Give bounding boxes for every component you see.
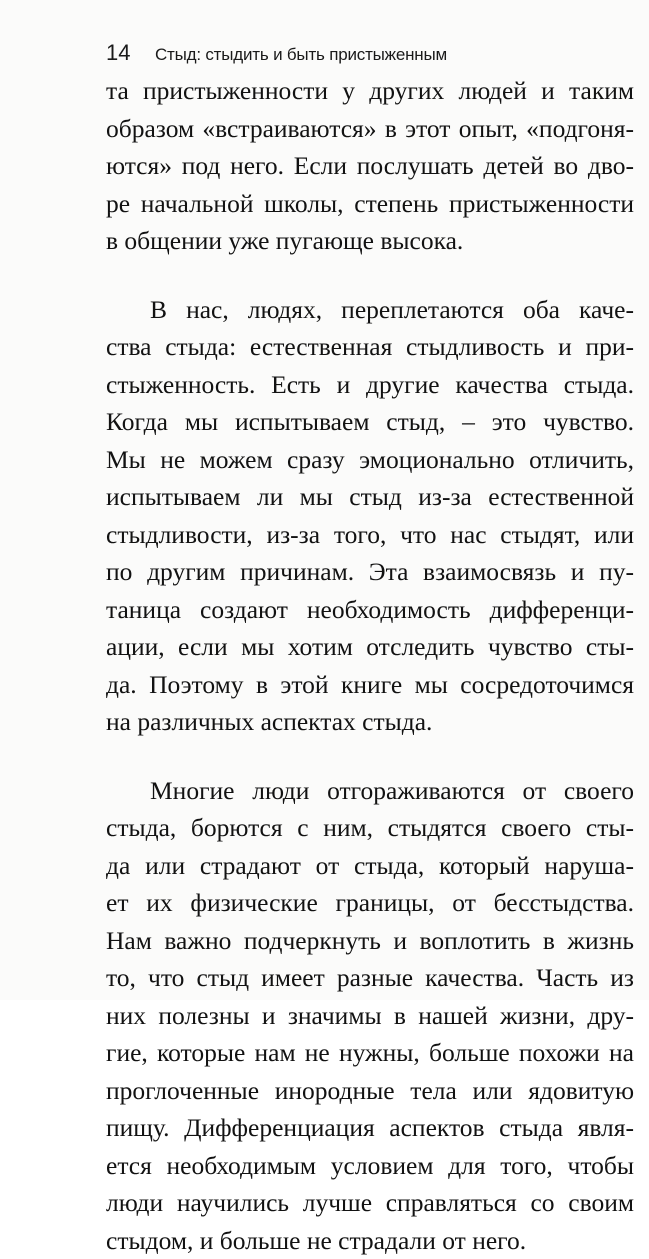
- text-line: ства стыда: естественная стыдливость и при-: [106, 328, 634, 366]
- text-line: Мы не можем сразу эмоционально отличить,: [106, 441, 634, 479]
- text-line: ются» под него. Если послушать детей во дво-: [106, 147, 634, 185]
- text-line: гие, которые нам не нужны, больше похожи на: [106, 1034, 634, 1072]
- text-line: проглоченные инородные тела или ядовитую: [106, 1072, 634, 1110]
- text-line: таница создают необходимость дифференци-: [106, 591, 634, 629]
- running-title: Стыд: стыдить и быть пристыженным: [155, 45, 447, 65]
- page-number: 14: [106, 40, 130, 66]
- text-line: стыженность. Есть и другие качества стыда.: [106, 366, 634, 404]
- text-line: испытываем ли мы стыд из-за естественной: [106, 478, 634, 516]
- running-header: [106, 40, 626, 70]
- text-line: в общении уже пугающе высока.: [106, 222, 634, 260]
- body-text: [106, 72, 634, 1259]
- text-line: да или страдают от стыда, который наруша-: [106, 847, 634, 885]
- text-line: В нас, людях, переплетаются оба каче-: [106, 291, 634, 329]
- text-line: Многие люди отгораживаются от своего: [106, 772, 634, 810]
- text-line: ре начальной школы, степень пристыженности: [106, 185, 634, 223]
- text-line: на различных аспектах стыда.: [106, 703, 634, 741]
- text-line: то, что стыд имеет разные качества. Часть из: [106, 959, 634, 997]
- text-line: Нам важно подчеркнуть и воплотить в жизнь: [106, 922, 634, 960]
- text-line: люди научились лучше справляться со своим: [106, 1184, 634, 1222]
- text-line: стыда, борются с ним, стыдятся своего сты-: [106, 809, 634, 847]
- text-line: ации, если мы хотим отследить чувство сты-: [106, 628, 634, 666]
- text-line: да. Поэтому в этой книге мы сосредоточимся: [106, 666, 634, 704]
- text-line: стыдом, и больше не страдали от него.: [106, 1222, 634, 1259]
- text-line: по другим причинам. Эта взаимосвязь и пу-: [106, 553, 634, 591]
- text-line: них полезны и значимы в нашей жизни, дру-: [106, 997, 634, 1035]
- text-line: ется необходимым условием для того, чтобы: [106, 1147, 634, 1185]
- text-line: образом «встраиваются» в этот опыт, «подгоня-: [106, 110, 634, 148]
- text-line: ет их физические границы, от бесстыдства.: [106, 884, 634, 922]
- paragraph-2: [106, 291, 634, 741]
- text-line: пищу. Дифференциация аспектов стыда явля-: [106, 1109, 634, 1147]
- text-line: Когда мы испытываем стыд, – это чувство.: [106, 403, 634, 441]
- paragraph-3: [106, 772, 634, 1259]
- text-line: та пристыженности у других людей и таким: [106, 72, 634, 110]
- paragraph-1: [106, 72, 634, 260]
- text-line: стыдливости, из-за того, что нас стыдят, или: [106, 516, 634, 554]
